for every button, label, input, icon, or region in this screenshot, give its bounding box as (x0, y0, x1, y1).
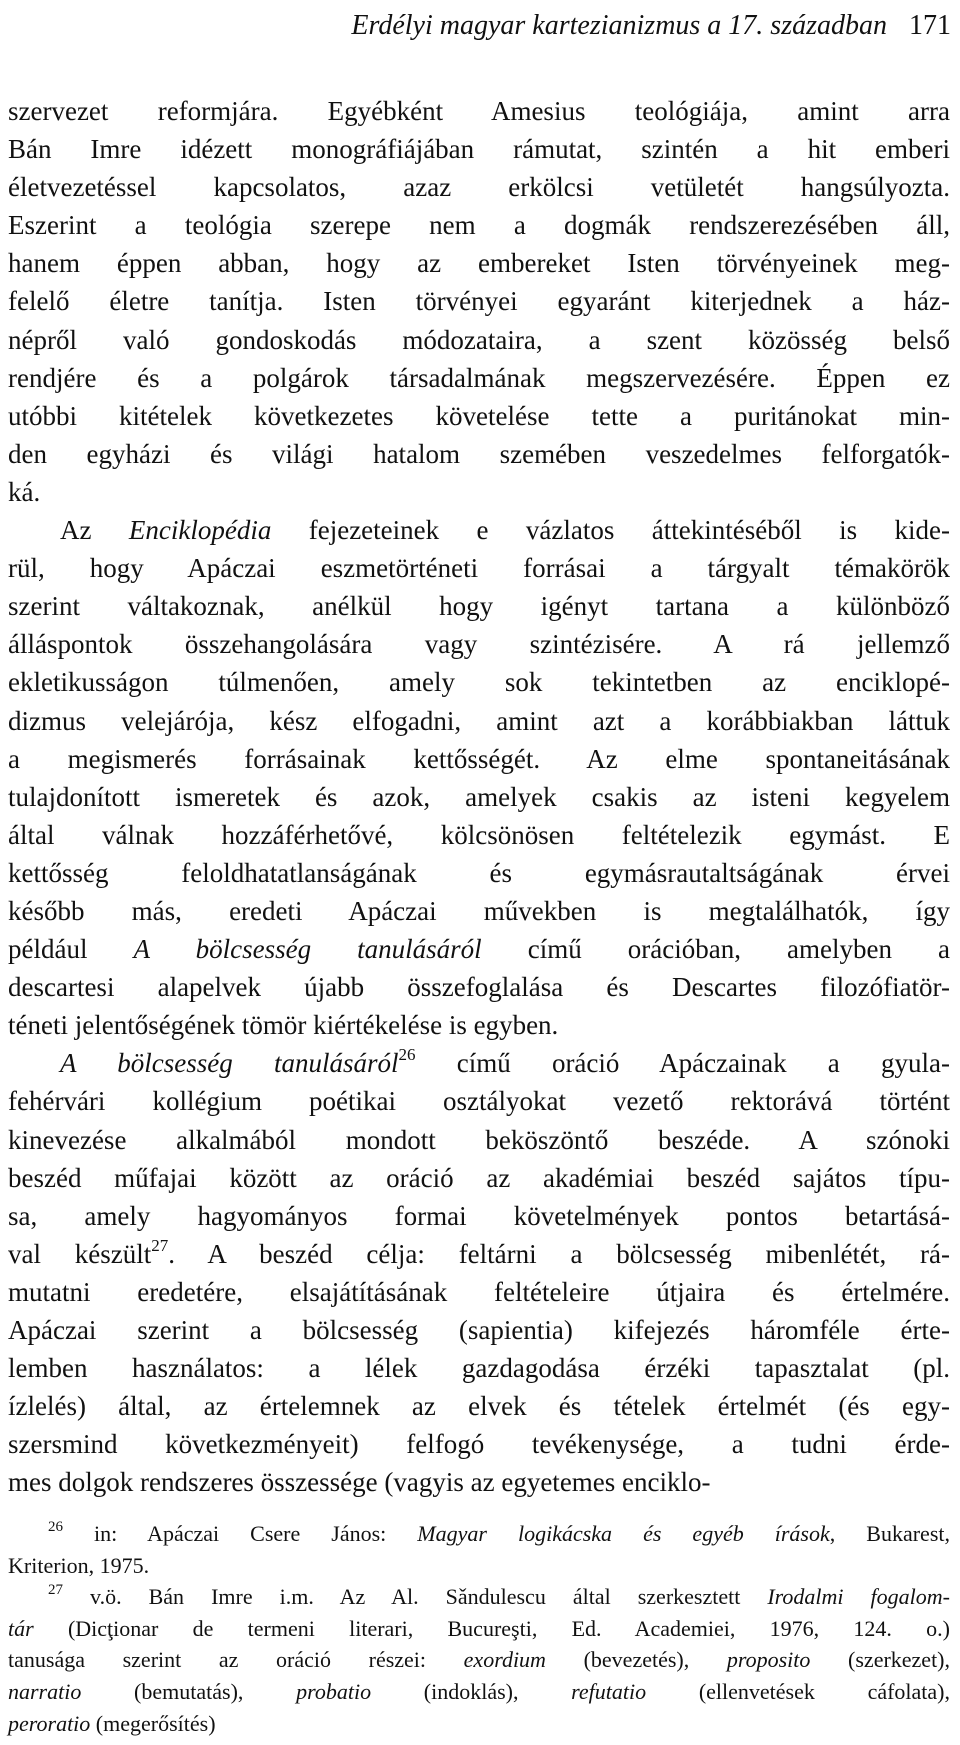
text-run: fejezeteinek e vázlatos áttekintéséből is kide- (271, 515, 951, 546)
text-run: rendjére és a polgárok társadalmának megszervezésére. Éppen ez (8, 362, 950, 393)
text-line (8, 587, 950, 625)
text-line (8, 854, 950, 892)
italic-term: exordium (463, 1647, 546, 1673)
text-line (8, 892, 950, 930)
text-line (8, 625, 950, 663)
text-line (8, 1349, 950, 1387)
italic-term: proposito (726, 1647, 811, 1673)
text-run: szersmind következményeit) felfogó tevékenysége, a tudni érde- (8, 1429, 950, 1460)
text-run: (ellenvetések cáfolata), (646, 1678, 951, 1704)
text-line (8, 1006, 950, 1044)
text-line (8, 130, 950, 168)
text-run: (megerősítés) (90, 1710, 216, 1736)
text-run: in: Apáczai Csere János: (63, 1521, 418, 1546)
text-run: téneti jelentőségének tömör kiértékelése is egyben. (8, 1010, 559, 1041)
text-line (8, 1387, 950, 1425)
text-run: Apáczai szerint a bölcsesség (sapientia) kifejezés háromféle érte- (8, 1315, 950, 1345)
text-run: tulajdonított ismeretek és azok, amelyek csakis az isteni kegyelem (8, 781, 950, 812)
text-line (8, 397, 950, 435)
footnote-number: 27 (48, 1582, 63, 1599)
italic-term: narratio (8, 1678, 82, 1704)
text-run: életvezetéssel kapcsolatos, azaz erkölcsi vetületét hangsúlyozta. (8, 172, 950, 203)
footnote-line (8, 1550, 950, 1582)
text-line (8, 244, 950, 282)
text-run: Bán Imre idézett monográfiájában rámutat, szintén a hit emberi (8, 134, 950, 165)
italic-term: peroratio (8, 1710, 91, 1736)
text-run: álláspontok összehangolására vagy szintézisére. A rá jellemző (8, 629, 950, 660)
text-line (8, 1044, 950, 1082)
text-line (8, 778, 950, 816)
footnote-number: 26 (48, 1519, 63, 1535)
text-run: című oráció Apáczainak a gyula- (415, 1048, 951, 1079)
text-run: a megismerés forrásainak kettősségét. Az elme spontaneitásának (8, 743, 950, 774)
text-line (8, 968, 950, 1006)
text-run: Eszerint a teológia szerepe nem a dogmák rendszerezésében áll, (8, 210, 950, 241)
text-run: például (8, 934, 134, 965)
body-text (8, 92, 950, 1501)
text-line (8, 1425, 950, 1463)
text-run: sa, amely hagyományos formai követelmények pontos betartásá- (8, 1200, 950, 1231)
text-run: népről való gondoskodás módozataira, a szent közösség belső (8, 324, 950, 355)
footnote-27 (8, 1581, 950, 1613)
italic-term: refutatio (571, 1678, 647, 1704)
text-run: utóbbi kitételek következetes követelése tette a puritánokat min- (8, 400, 950, 431)
text-line (8, 549, 950, 587)
text-run: Kriterion, 1975. (8, 1552, 150, 1578)
footnote-line (8, 1613, 950, 1645)
text-run: fehérvári kollégium poétikai osztályokat vezető rektorává történt (8, 1086, 950, 1117)
footnote-26 (8, 1518, 950, 1550)
text-run: Az (60, 515, 129, 546)
text-run: hanem éppen abban, hogy az embereket Isten törvényeinek meg- (8, 248, 950, 279)
text-line (8, 702, 950, 740)
text-run: , Bukarest, (829, 1521, 950, 1546)
footnotes (8, 1518, 950, 1739)
text-run: mutatni eredetére, elsajátításának feltételeire útjaira és értelmére. (8, 1276, 950, 1307)
text-run: felelő életre tanítja. Isten törvényei egyaránt kiterjednek a ház- (8, 286, 950, 317)
running-title: Erdélyi magyar kartezianizmus a 17. században (351, 10, 887, 41)
text-line (8, 282, 950, 320)
text-line (8, 321, 950, 359)
footnote-ref-27[interactable]: 27 (151, 1235, 169, 1255)
text-line (8, 816, 950, 854)
text-line (8, 1121, 950, 1159)
footnote-ref-26[interactable]: 26 (398, 1045, 416, 1065)
text-run: (indoklás), (371, 1678, 572, 1704)
text-run: den egyházi és világi hatalom szemében veszedelmes felforgatók- (8, 438, 950, 469)
italic-title-bolcsesseg: A bölcsesség tanulásáról (133, 934, 482, 965)
text-run: . A beszéd célja: feltárni a bölcsesség mibenlétét, rá- (168, 1238, 950, 1269)
footnote-line (8, 1644, 950, 1676)
text-run: v.ö. Bán Imre i.m. Az Al. Sǎndulescu által szerkesztett (63, 1584, 768, 1610)
text-line (8, 1159, 950, 1197)
text-line (8, 1082, 950, 1120)
text-run: mes dolgok rendszeres összessége (vagyis az egyetemes enciklo- (8, 1467, 711, 1498)
text-run: beszéd műfajai között az oráció az akadémiai beszéd sajátos típu- (8, 1162, 950, 1193)
text-run: dizmus velejárója, kész elfogadni, amint azt a korábbiakban láttuk (8, 705, 950, 736)
text-run: kinevezése alkalmából mondott beköszöntő beszéde. A szónoki (8, 1124, 950, 1155)
italic-title-enciklopedia: Enciklopédia (128, 515, 272, 546)
text-run: (bemutatás), (81, 1678, 297, 1704)
text-run: ekletikusságon túlmenően, amely sok tekintetben az enciklopé- (8, 667, 950, 698)
text-line (8, 930, 950, 968)
text-line (8, 1311, 950, 1349)
text-run: szerint váltakoznak, anélkül hogy igényt tartana a különböző (8, 591, 950, 622)
text-run: (szerkezet), (810, 1647, 951, 1673)
text-run: val készült (8, 1238, 152, 1269)
text-run: lemben használatos: a lélek gazdagodása érzéki tapasztalat (pl. (8, 1353, 950, 1384)
text-run: ízlelés) által, az értelemnek az elvek és tételek értelmét (és egy- (8, 1391, 950, 1422)
text-line (8, 1235, 950, 1273)
text-run: című orációban, amelyben a (481, 934, 950, 965)
text-run: (Dicţionar de termeni literari, Bucureşti, Ed. Academiei, 1976, 124. o.) (33, 1615, 950, 1641)
text-line (8, 473, 950, 511)
text-run: kettősség feloldhatatlanságának és egymásrautaltságának érvei (8, 857, 950, 888)
text-line (8, 206, 950, 244)
page-number: 171 (909, 10, 951, 41)
text-line (8, 740, 950, 778)
text-run: később más, eredeti Apáczai művekben is megtalálhatók, így (8, 895, 950, 926)
text-run: tanusága szerint az oráció részei: (8, 1647, 464, 1673)
text-line (8, 1273, 950, 1311)
text-run: descartesi alapelvek újabb összefoglalása és Descartes filozófiatör- (8, 972, 950, 1003)
italic-title-bolcsesseg: A bölcsesség tanulásáról (60, 1048, 399, 1079)
footnote-line (8, 1708, 950, 1740)
text-run: szervezet reformjára. Egyébként Amesius teológiája, amint arra (8, 96, 950, 126)
text-run: (bevezetés), (545, 1647, 727, 1673)
text-line (8, 168, 950, 206)
italic-term: probatio (296, 1678, 372, 1704)
text-run: ká. (8, 476, 41, 507)
text-line (8, 663, 950, 701)
text-line (8, 359, 950, 397)
italic-title: Magyar logikácska és egyéb írások (417, 1521, 830, 1546)
footnote-line (8, 1676, 950, 1708)
text-line (8, 92, 950, 130)
text-line (8, 435, 950, 473)
running-header (0, 10, 951, 42)
text-run: által válnak hozzáférhetővé, kölcsönösen feltételezik egymást. E (8, 819, 950, 850)
italic-title: tár (8, 1615, 34, 1641)
italic-title: Irodalmi fogalom- (767, 1584, 950, 1610)
text-line (8, 511, 950, 549)
text-line (8, 1463, 950, 1501)
text-run: rül, hogy Apáczai eszmetörténeti forrásai a tárgyalt témakörök (8, 553, 950, 584)
text-line (8, 1197, 950, 1235)
